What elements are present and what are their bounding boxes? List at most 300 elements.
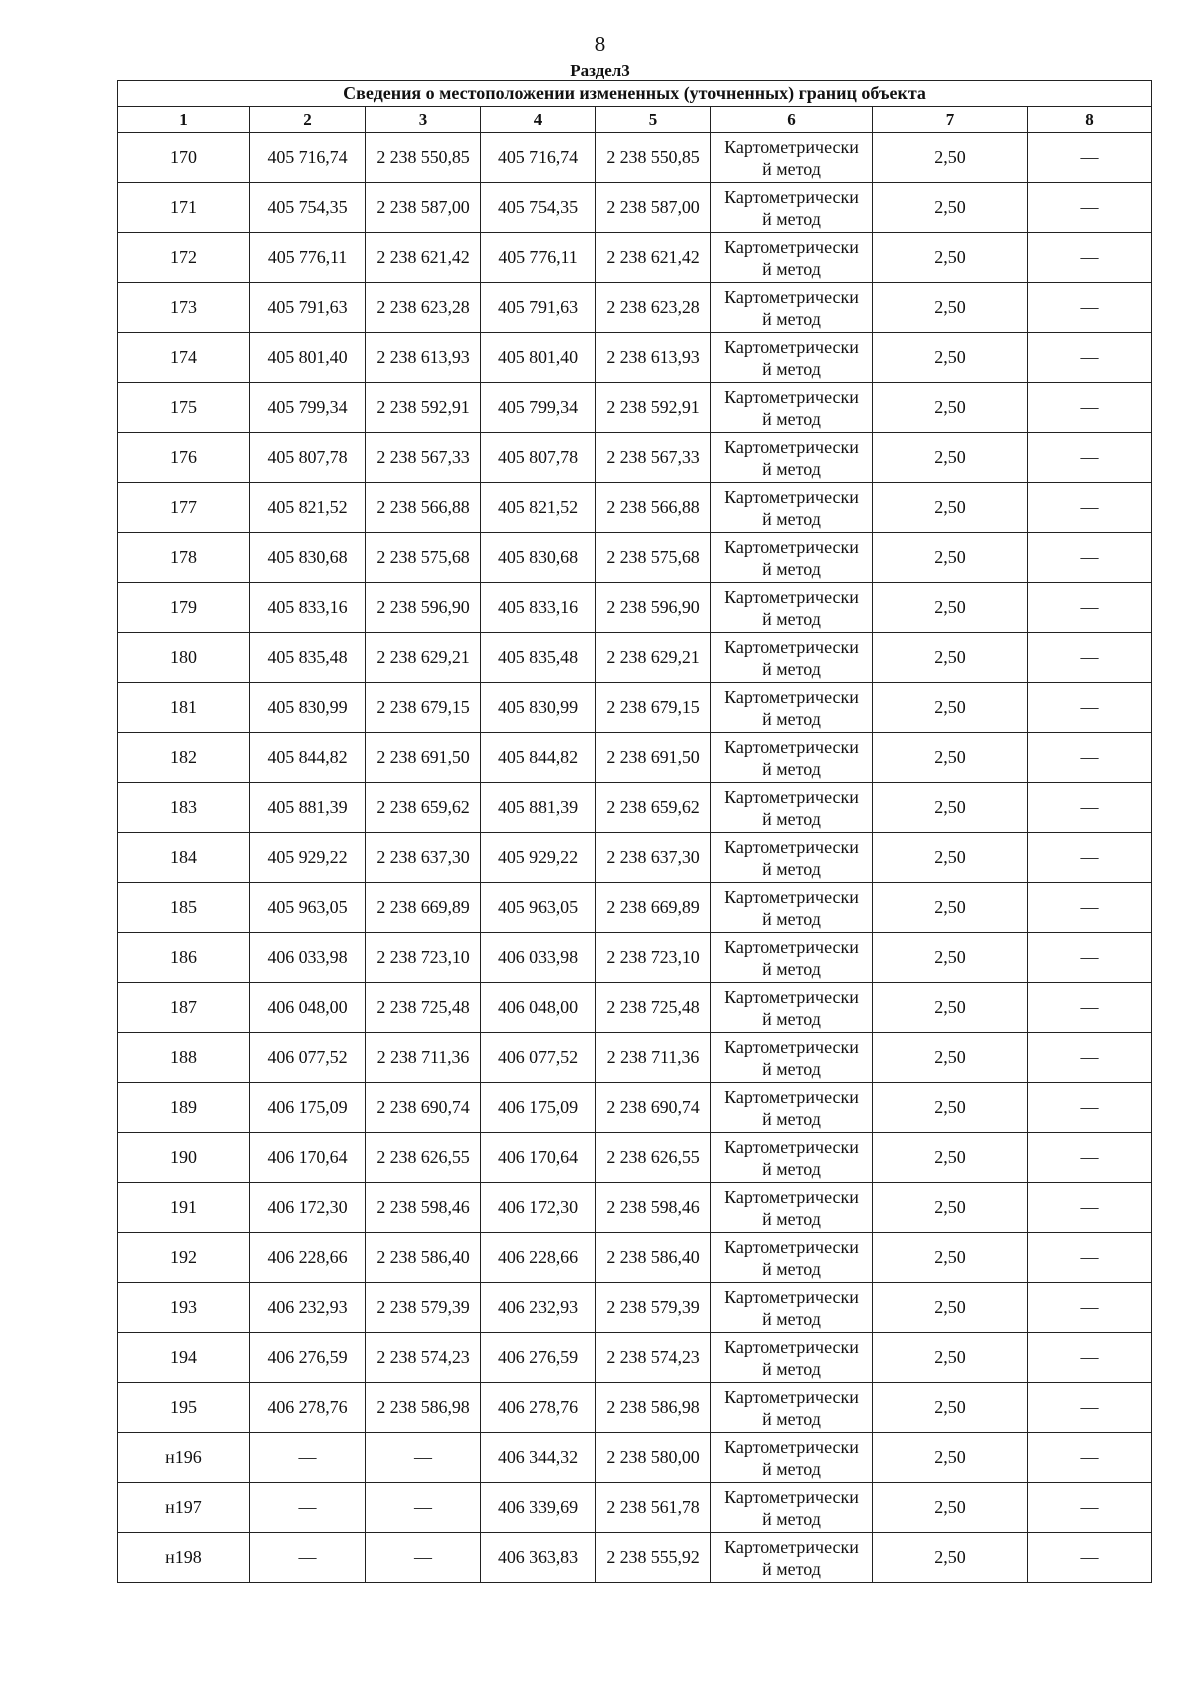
x-old-cell: 406 232,93 — [250, 1283, 366, 1333]
y-new-cell: 2 238 669,89 — [596, 883, 711, 933]
y-new-cell: 2 238 621,42 — [596, 233, 711, 283]
method-text: й метод — [762, 958, 821, 979]
x-old-cell: 405 807,78 — [250, 433, 366, 483]
y-new-cell: 2 238 586,40 — [596, 1233, 711, 1283]
y-new-cell: 2 238 598,46 — [596, 1183, 711, 1233]
x-new-cell: 405 807,78 — [481, 433, 596, 483]
column-number-row — [118, 107, 1152, 133]
table-row — [118, 233, 1152, 283]
note-cell: — — [1028, 1233, 1152, 1283]
method-text: й метод — [762, 658, 821, 679]
method-cell — [711, 633, 873, 683]
x-old-cell: 406 048,00 — [250, 983, 366, 1033]
x-new-cell: 406 339,69 — [481, 1483, 596, 1533]
method-cell — [711, 583, 873, 633]
y-old-cell: 2 238 691,50 — [366, 733, 481, 783]
table-row — [118, 433, 1152, 483]
y-new-cell: 2 238 626,55 — [596, 1133, 711, 1183]
method-text: Картометрически — [724, 286, 859, 307]
accuracy-cell: 2,50 — [873, 1433, 1028, 1483]
section-title: Раздел3 — [570, 61, 630, 80]
note-cell: — — [1028, 933, 1152, 983]
accuracy-cell: 2,50 — [873, 1183, 1028, 1233]
y-old-cell: — — [366, 1483, 481, 1533]
note-cell: — — [1028, 983, 1152, 1033]
method-text: й метод — [762, 1508, 821, 1529]
method-text: Картометрически — [724, 1086, 859, 1107]
note-cell: — — [1028, 1383, 1152, 1433]
note-cell: — — [1028, 133, 1152, 183]
y-old-cell: 2 238 669,89 — [366, 883, 481, 933]
column-number: 6 — [711, 107, 873, 133]
x-old-cell: 406 278,76 — [250, 1383, 366, 1433]
method-text: й метод — [762, 608, 821, 629]
x-new-cell: 406 048,00 — [481, 983, 596, 1033]
y-new-cell: 2 238 555,92 — [596, 1533, 711, 1583]
method-text: Картометрически — [724, 986, 859, 1007]
y-new-cell: 2 238 623,28 — [596, 283, 711, 333]
x-new-cell: 406 077,52 — [481, 1033, 596, 1083]
point-number-cell: 189 — [118, 1083, 250, 1133]
accuracy-cell: 2,50 — [873, 133, 1028, 183]
note-cell: — — [1028, 1033, 1152, 1083]
method-text: Картометрически — [724, 486, 859, 507]
y-new-cell: 2 238 575,68 — [596, 533, 711, 583]
x-new-cell: 405 830,99 — [481, 683, 596, 733]
method-cell — [711, 1133, 873, 1183]
y-old-cell: 2 238 626,55 — [366, 1133, 481, 1183]
x-new-cell: 406 172,30 — [481, 1183, 596, 1233]
method-text: й метод — [762, 508, 821, 529]
accuracy-cell: 2,50 — [873, 1133, 1028, 1183]
accuracy-cell: 2,50 — [873, 383, 1028, 433]
y-old-cell: 2 238 567,33 — [366, 433, 481, 483]
x-new-cell: 405 844,82 — [481, 733, 596, 783]
y-old-cell: 2 238 723,10 — [366, 933, 481, 983]
x-new-cell: 405 963,05 — [481, 883, 596, 933]
note-cell: — — [1028, 833, 1152, 883]
point-number-cell: 194 — [118, 1333, 250, 1383]
method-text: й метод — [762, 1308, 821, 1329]
method-text: й метод — [762, 1358, 821, 1379]
y-new-cell: 2 238 592,91 — [596, 383, 711, 433]
x-old-cell: 406 228,66 — [250, 1233, 366, 1283]
x-new-cell: 405 833,16 — [481, 583, 596, 633]
method-text: й метод — [762, 708, 821, 729]
note-cell: — — [1028, 583, 1152, 633]
method-text: Картометрически — [724, 1186, 859, 1207]
page-number: 8 — [594, 32, 606, 56]
x-old-cell: 405 821,52 — [250, 483, 366, 533]
table-body — [118, 133, 1152, 1583]
table-row — [118, 1383, 1152, 1433]
method-text: й метод — [762, 558, 821, 579]
method-cell — [711, 1483, 873, 1533]
column-number: 3 — [366, 107, 481, 133]
y-old-cell: 2 238 574,23 — [366, 1333, 481, 1383]
table-row — [118, 1283, 1152, 1333]
method-text: Картометрически — [724, 636, 859, 657]
note-cell: — — [1028, 683, 1152, 733]
point-number-cell: н198 — [118, 1533, 250, 1583]
x-new-cell: 405 830,68 — [481, 533, 596, 583]
method-text: Картометрически — [724, 1486, 859, 1507]
x-old-cell: — — [250, 1533, 366, 1583]
method-text: й метод — [762, 1008, 821, 1029]
accuracy-cell: 2,50 — [873, 1233, 1028, 1283]
table-row — [118, 1183, 1152, 1233]
method-text: Картометрически — [724, 136, 859, 157]
y-new-cell: 2 238 679,15 — [596, 683, 711, 733]
note-cell: — — [1028, 1083, 1152, 1133]
y-old-cell: 2 238 586,98 — [366, 1383, 481, 1433]
point-number-cell: 184 — [118, 833, 250, 883]
table-row — [118, 483, 1152, 533]
table-row — [118, 183, 1152, 233]
method-text: Картометрически — [724, 436, 859, 457]
table-row — [118, 133, 1152, 183]
y-new-cell: 2 238 629,21 — [596, 633, 711, 683]
boundary-coordinates-table — [117, 80, 1152, 1583]
method-cell — [711, 733, 873, 783]
method-text: Картометрически — [724, 686, 859, 707]
table-row — [118, 1483, 1152, 1533]
method-text: Картометрически — [724, 1036, 859, 1057]
method-text: й метод — [762, 308, 821, 329]
y-old-cell: 2 238 596,90 — [366, 583, 481, 633]
x-old-cell: 405 754,35 — [250, 183, 366, 233]
accuracy-cell: 2,50 — [873, 183, 1028, 233]
table-row — [118, 833, 1152, 883]
x-old-cell: 405 830,99 — [250, 683, 366, 733]
x-new-cell: 406 175,09 — [481, 1083, 596, 1133]
x-old-cell: 405 881,39 — [250, 783, 366, 833]
point-number-cell: н197 — [118, 1483, 250, 1533]
method-cell — [711, 1533, 873, 1583]
method-cell — [711, 1033, 873, 1083]
table-row — [118, 1333, 1152, 1383]
table-row — [118, 1133, 1152, 1183]
x-new-cell: 406 278,76 — [481, 1383, 596, 1433]
accuracy-cell: 2,50 — [873, 883, 1028, 933]
column-number: 2 — [250, 107, 366, 133]
note-cell: — — [1028, 1483, 1152, 1533]
method-text: й метод — [762, 208, 821, 229]
x-new-cell: 406 363,83 — [481, 1533, 596, 1583]
note-cell: — — [1028, 1533, 1152, 1583]
method-cell — [711, 1183, 873, 1233]
accuracy-cell: 2,50 — [873, 833, 1028, 883]
method-cell — [711, 1233, 873, 1283]
y-old-cell: 2 238 587,00 — [366, 183, 481, 233]
table-row — [118, 783, 1152, 833]
method-cell — [711, 533, 873, 583]
x-new-cell: 406 344,32 — [481, 1433, 596, 1483]
y-new-cell: 2 238 574,23 — [596, 1333, 711, 1383]
y-new-cell: 2 238 691,50 — [596, 733, 711, 783]
table-row — [118, 1433, 1152, 1483]
method-cell — [711, 1083, 873, 1133]
y-new-cell: 2 238 613,93 — [596, 333, 711, 383]
point-number-cell: н196 — [118, 1433, 250, 1483]
table-row — [118, 583, 1152, 633]
point-number-cell: 192 — [118, 1233, 250, 1283]
y-new-cell: 2 238 596,90 — [596, 583, 711, 633]
method-text: й метод — [762, 458, 821, 479]
point-number-cell: 186 — [118, 933, 250, 983]
method-cell — [711, 433, 873, 483]
method-text: Картометрически — [724, 536, 859, 557]
note-cell: — — [1028, 183, 1152, 233]
accuracy-cell: 2,50 — [873, 1533, 1028, 1583]
point-number-cell: 188 — [118, 1033, 250, 1083]
point-number-cell: 193 — [118, 1283, 250, 1333]
x-old-cell: 406 172,30 — [250, 1183, 366, 1233]
note-cell: — — [1028, 1133, 1152, 1183]
x-old-cell: 405 835,48 — [250, 633, 366, 683]
y-new-cell: 2 238 550,85 — [596, 133, 711, 183]
y-old-cell: 2 238 711,36 — [366, 1033, 481, 1083]
y-new-cell: 2 238 637,30 — [596, 833, 711, 883]
method-cell — [711, 1433, 873, 1483]
accuracy-cell: 2,50 — [873, 1483, 1028, 1533]
y-new-cell: 2 238 725,48 — [596, 983, 711, 1033]
table-row — [118, 1033, 1152, 1083]
method-text: й метод — [762, 258, 821, 279]
x-old-cell: 405 844,82 — [250, 733, 366, 783]
accuracy-cell: 2,50 — [873, 733, 1028, 783]
y-new-cell: 2 238 659,62 — [596, 783, 711, 833]
x-new-cell: 405 929,22 — [481, 833, 596, 883]
y-old-cell: 2 238 621,42 — [366, 233, 481, 283]
method-cell — [711, 1333, 873, 1383]
note-cell: — — [1028, 633, 1152, 683]
method-text: Картометрически — [724, 1536, 859, 1557]
method-text: Картометрически — [724, 586, 859, 607]
accuracy-cell: 2,50 — [873, 333, 1028, 383]
method-text: Картометрически — [724, 1236, 859, 1257]
note-cell: — — [1028, 1333, 1152, 1383]
method-text: й метод — [762, 1158, 821, 1179]
accuracy-cell: 2,50 — [873, 1283, 1028, 1333]
point-number-cell: 177 — [118, 483, 250, 533]
method-cell — [711, 483, 873, 533]
method-cell — [711, 133, 873, 183]
point-number-cell: 175 — [118, 383, 250, 433]
method-cell — [711, 383, 873, 433]
y-old-cell: 2 238 566,88 — [366, 483, 481, 533]
method-text: Картометрически — [724, 736, 859, 757]
method-text: й метод — [762, 908, 821, 929]
y-new-cell: 2 238 711,36 — [596, 1033, 711, 1083]
x-new-cell: 406 232,93 — [481, 1283, 596, 1333]
y-old-cell: — — [366, 1533, 481, 1583]
accuracy-cell: 2,50 — [873, 1033, 1028, 1083]
table-row — [118, 933, 1152, 983]
x-new-cell: 405 801,40 — [481, 333, 596, 383]
x-old-cell: 405 791,63 — [250, 283, 366, 333]
accuracy-cell: 2,50 — [873, 1083, 1028, 1133]
y-old-cell: 2 238 690,74 — [366, 1083, 481, 1133]
x-old-cell: 405 963,05 — [250, 883, 366, 933]
y-old-cell: 2 238 725,48 — [366, 983, 481, 1033]
note-cell: — — [1028, 483, 1152, 533]
method-cell — [711, 1383, 873, 1433]
y-old-cell: 2 238 579,39 — [366, 1283, 481, 1333]
x-new-cell: 405 799,34 — [481, 383, 596, 433]
x-new-cell: 405 791,63 — [481, 283, 596, 333]
method-text: й метод — [762, 858, 821, 879]
method-cell — [711, 233, 873, 283]
note-cell: — — [1028, 333, 1152, 383]
x-new-cell: 405 776,11 — [481, 233, 596, 283]
point-number-cell: 181 — [118, 683, 250, 733]
x-old-cell: 405 716,74 — [250, 133, 366, 183]
method-text: й метод — [762, 1458, 821, 1479]
point-number-cell: 191 — [118, 1183, 250, 1233]
method-cell — [711, 933, 873, 983]
x-new-cell: 405 754,35 — [481, 183, 596, 233]
method-text: й метод — [762, 408, 821, 429]
note-cell: — — [1028, 433, 1152, 483]
column-number: 5 — [596, 107, 711, 133]
y-old-cell: 2 238 637,30 — [366, 833, 481, 883]
x-old-cell: 405 801,40 — [250, 333, 366, 383]
accuracy-cell: 2,50 — [873, 683, 1028, 733]
table-row — [118, 983, 1152, 1033]
method-cell — [711, 333, 873, 383]
table-row — [118, 1533, 1152, 1583]
method-text: Картометрически — [724, 1336, 859, 1357]
point-number-cell: 182 — [118, 733, 250, 783]
y-old-cell: — — [366, 1433, 481, 1483]
point-number-cell: 183 — [118, 783, 250, 833]
method-text: й метод — [762, 1258, 821, 1279]
y-new-cell: 2 238 587,00 — [596, 183, 711, 233]
table-row — [118, 1233, 1152, 1283]
method-text: й метод — [762, 808, 821, 829]
method-text: й метод — [762, 1558, 821, 1579]
column-number: 8 — [1028, 107, 1152, 133]
method-text: Картометрически — [724, 1386, 859, 1407]
y-new-cell: 2 238 561,78 — [596, 1483, 711, 1533]
table-row — [118, 733, 1152, 783]
y-new-cell: 2 238 586,98 — [596, 1383, 711, 1433]
point-number-cell: 173 — [118, 283, 250, 333]
method-text: Картометрически — [724, 236, 859, 257]
x-new-cell: 405 835,48 — [481, 633, 596, 683]
note-cell: — — [1028, 233, 1152, 283]
y-old-cell: 2 238 592,91 — [366, 383, 481, 433]
method-cell — [711, 833, 873, 883]
x-new-cell: 406 033,98 — [481, 933, 596, 983]
table-row — [118, 533, 1152, 583]
method-text: Картометрически — [724, 786, 859, 807]
x-old-cell: — — [250, 1483, 366, 1533]
point-number-cell: 170 — [118, 133, 250, 183]
point-number-cell: 179 — [118, 583, 250, 633]
x-new-cell: 405 821,52 — [481, 483, 596, 533]
note-cell: — — [1028, 733, 1152, 783]
accuracy-cell: 2,50 — [873, 433, 1028, 483]
y-old-cell: 2 238 598,46 — [366, 1183, 481, 1233]
table-row — [118, 283, 1152, 333]
x-old-cell: — — [250, 1433, 366, 1483]
point-number-cell: 172 — [118, 233, 250, 283]
method-text: й метод — [762, 1208, 821, 1229]
x-old-cell: 406 175,09 — [250, 1083, 366, 1133]
note-cell: — — [1028, 533, 1152, 583]
accuracy-cell: 2,50 — [873, 533, 1028, 583]
y-old-cell: 2 238 575,68 — [366, 533, 481, 583]
note-cell: — — [1028, 1433, 1152, 1483]
point-number-cell: 174 — [118, 333, 250, 383]
y-new-cell: 2 238 690,74 — [596, 1083, 711, 1133]
y-old-cell: 2 238 550,85 — [366, 133, 481, 183]
table-row — [118, 333, 1152, 383]
y-old-cell: 2 238 629,21 — [366, 633, 481, 683]
column-number: 4 — [481, 107, 596, 133]
point-number-cell: 185 — [118, 883, 250, 933]
accuracy-cell: 2,50 — [873, 233, 1028, 283]
point-number-cell: 195 — [118, 1383, 250, 1433]
method-text: Картометрически — [724, 1136, 859, 1157]
y-old-cell: 2 238 586,40 — [366, 1233, 481, 1283]
point-number-cell: 180 — [118, 633, 250, 683]
x-old-cell: 405 833,16 — [250, 583, 366, 633]
x-new-cell: 406 170,64 — [481, 1133, 596, 1183]
accuracy-cell: 2,50 — [873, 933, 1028, 983]
point-number-cell: 178 — [118, 533, 250, 583]
x-new-cell: 406 276,59 — [481, 1333, 596, 1383]
accuracy-cell: 2,50 — [873, 1383, 1028, 1433]
y-old-cell: 2 238 659,62 — [366, 783, 481, 833]
method-text: й метод — [762, 1108, 821, 1129]
method-cell — [711, 683, 873, 733]
point-number-cell: 176 — [118, 433, 250, 483]
x-old-cell: 405 830,68 — [250, 533, 366, 583]
x-old-cell: 405 799,34 — [250, 383, 366, 433]
method-text: Картометрически — [724, 836, 859, 857]
note-cell: — — [1028, 283, 1152, 333]
x-old-cell: 406 170,64 — [250, 1133, 366, 1183]
x-new-cell: 406 228,66 — [481, 1233, 596, 1283]
y-new-cell: 2 238 566,88 — [596, 483, 711, 533]
y-new-cell: 2 238 580,00 — [596, 1433, 711, 1483]
note-cell: — — [1028, 383, 1152, 433]
method-text: Картометрически — [724, 336, 859, 357]
accuracy-cell: 2,50 — [873, 583, 1028, 633]
note-cell: — — [1028, 783, 1152, 833]
point-number-cell: 171 — [118, 183, 250, 233]
method-cell — [711, 283, 873, 333]
point-number-cell: 187 — [118, 983, 250, 1033]
method-cell — [711, 783, 873, 833]
x-new-cell: 405 716,74 — [481, 133, 596, 183]
method-text: Картометрически — [724, 386, 859, 407]
method-cell — [711, 983, 873, 1033]
x-old-cell: 406 077,52 — [250, 1033, 366, 1083]
column-number: 7 — [873, 107, 1028, 133]
table-row — [118, 383, 1152, 433]
accuracy-cell: 2,50 — [873, 983, 1028, 1033]
x-old-cell: 406 276,59 — [250, 1333, 366, 1383]
y-new-cell: 2 238 567,33 — [596, 433, 711, 483]
y-old-cell: 2 238 679,15 — [366, 683, 481, 733]
note-cell: — — [1028, 1183, 1152, 1233]
method-text: Картометрически — [724, 1286, 859, 1307]
table-row — [118, 883, 1152, 933]
